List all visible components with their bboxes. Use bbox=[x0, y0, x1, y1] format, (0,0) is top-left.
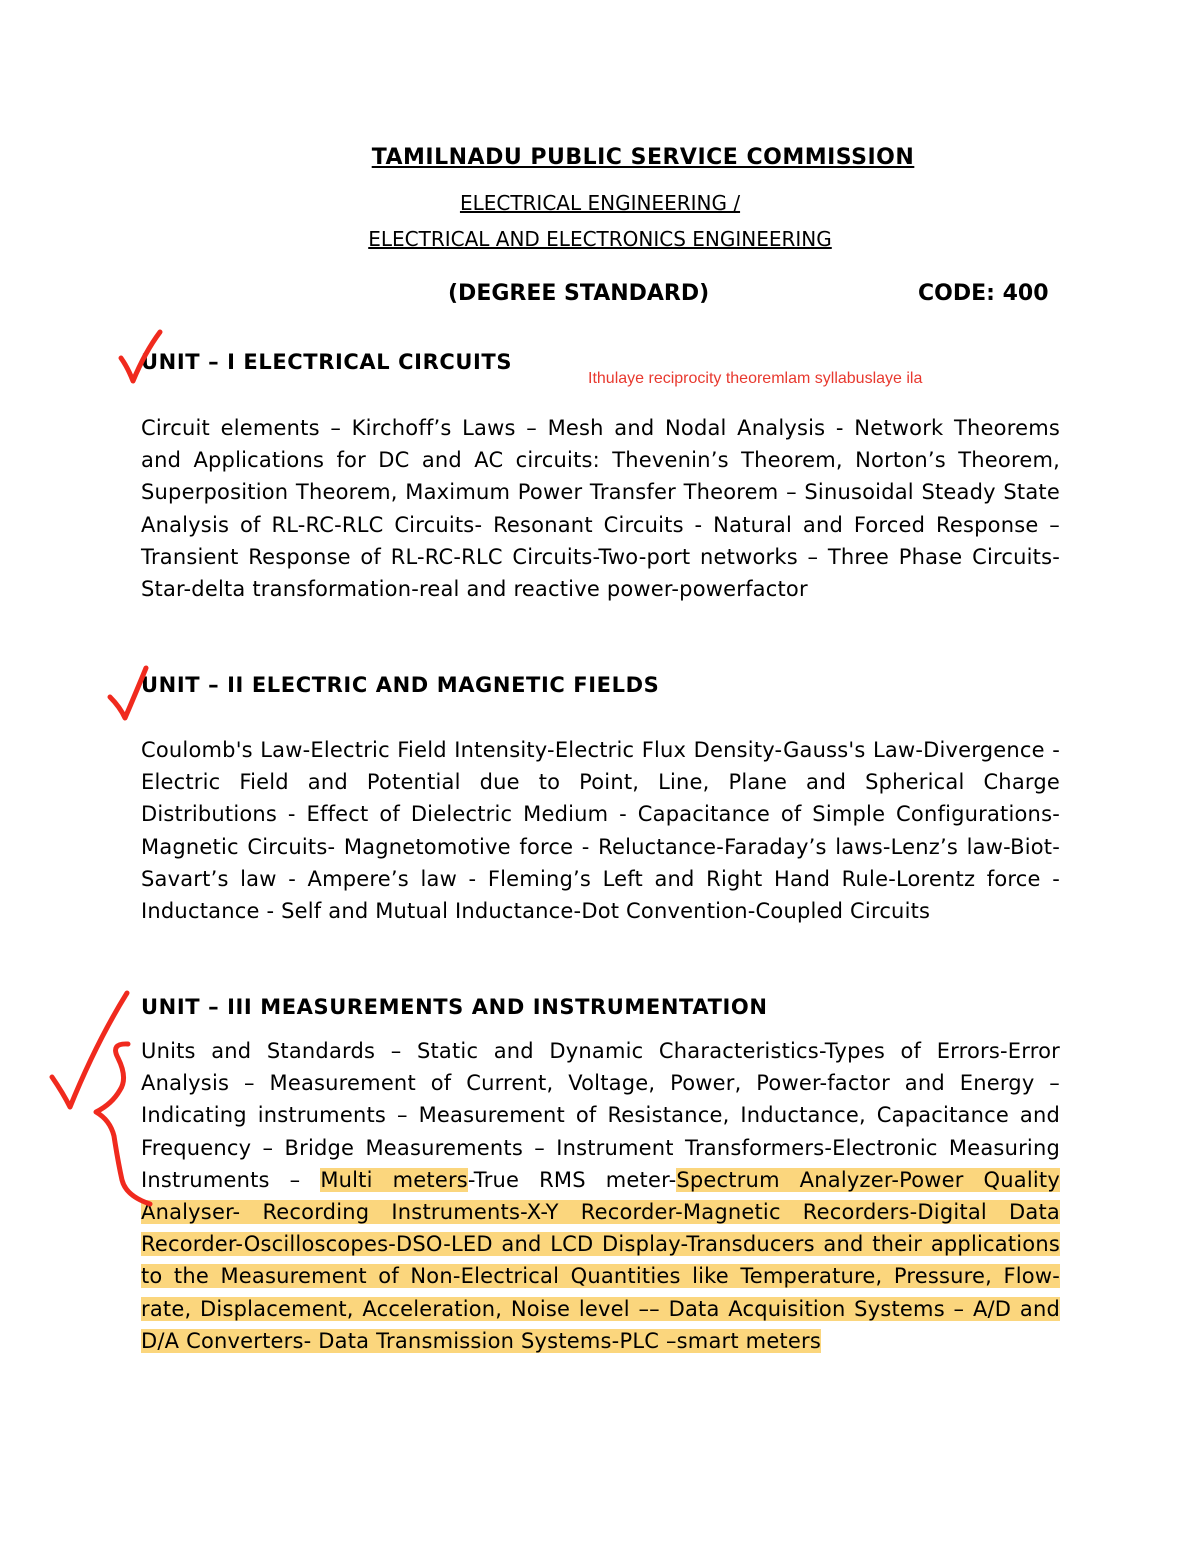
unit-2-body: Coulomb's Law-Electric Field Intensity-Electric Flux Density-Gauss's Law-Divergence - Electric Field and Potential due to Point, Line, Plane and Spherical Charge Distributions - Effect of Dielectric Medium - Capacitance of Simple Configurations- Magnetic Circuits- Magnetomotive force - Reluctance-Faraday’s laws-Lenz’s law-Biot-Savart’s law - Ampere’s law - Fleming’s Left and Right Hand Rule-Lorentz force - Inductance - Self and Mutual Inductance-Dot Convention-Coupled Circuits bbox=[141, 738, 1060, 924]
unit-1-body: Circuit elements – Kirchoff’s Laws – Mesh and Nodal Analysis - Network Theorems and Applications for DC and AC circuits: Thevenin’s Theorem, Norton’s Theorem, Superposition Theorem, Maximum Power Transfer Theorem – Sinusoidal Steady State Analysis of RL-RC-RLC Circuits- Resonant Circuits - Natural and Forced Response – Transient Response of RL-RC-RLC Circuits-Two-port networks – Three Phase Circuits-Star-delta transformation-real and reactive power-powerfactor bbox=[141, 416, 1060, 602]
checkmark-icon bbox=[52, 993, 127, 1107]
highlight-instruments: Spectrum Analyzer-Power Quality Analyser- Recording Instruments-X-Y Recorder-Magnetic Recorders-Digital Data Recorder-Oscilloscopes-DSO-LED and LCD Display-Transducers and their applications to the Measurement of Non-Electrical Quantities like Temperature, Pressure, Flow-rate, Displacement, Acceleration, Noise level –– Data Acquisition Systems – A/D and D/A Converters- Data Transmission Systems-PLC –smart meters bbox=[141, 1167, 1060, 1353]
unit-1-heading: UNIT – I ELECTRICAL CIRCUITS bbox=[141, 350, 513, 374]
unit-3-body bbox=[141, 1035, 1060, 1357]
unit-3-heading: UNIT – III MEASUREMENTS AND INSTRUMENTATION bbox=[141, 995, 768, 1019]
exam-code: CODE: 400 bbox=[918, 281, 1049, 306]
unit-3-body-text: Units and Standards – Static and Dynamic Characteristics-Types of Errors-Error Analysis – Measurement of Current, Voltage, Power, Power-factor and Energy – Indicating instruments – Measurement of Resistance, Inductance, Capacitance and Frequency – Bridge Measurements – Instrument Transformers-Electronic Measuring Instruments – bbox=[141, 1039, 1060, 1192]
subject-line-2: ELECTRICAL AND ELECTRONICS ENGINEERING bbox=[368, 227, 832, 251]
highlight-multimeters: Multi meters bbox=[320, 1167, 468, 1192]
commission-title: TAMILNADU PUBLIC SERVICE COMMISSION bbox=[371, 145, 915, 170]
degree-standard: (DEGREE STANDARD) bbox=[448, 281, 710, 306]
unit-2-heading: UNIT – II ELECTRIC AND MAGNETIC FIELDS bbox=[141, 673, 660, 697]
subject-line-1: ELECTRICAL ENGINEERING / bbox=[459, 191, 741, 215]
handwritten-note: Ithulaye reciprocity theoremlam syllabuslaye ila bbox=[588, 370, 923, 387]
unit-3-body-text-2: -True RMS meter- bbox=[467, 1167, 677, 1192]
